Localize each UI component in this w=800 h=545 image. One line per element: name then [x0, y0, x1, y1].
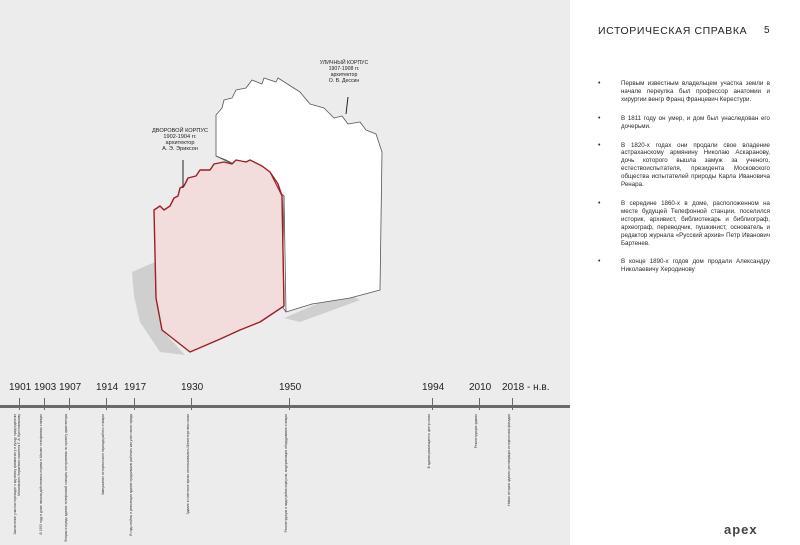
history-bullet-list [598, 80, 770, 284]
timeline-year: 1917 [124, 382, 147, 393]
bullet-text: В 1820-х годах они продали свое владение астраханскому армянину Николаю Аскаранову, дочь которого вышла замуж за ученого, естествоиспытателя, президента Московского общества испытателей природы Карла Ивановича Ренара. [621, 141, 770, 189]
page-title: ИСТОРИЧЕСКАЯ СПРАВКА [598, 25, 748, 37]
timeline-note-text: В 1903 году в доме начала действовать первая в Москве телефонная станция [39, 414, 43, 535]
timeline-note-text: В годы войны и революции здание продолжало работать как узел связи города [129, 414, 133, 536]
timeline-axis [0, 405, 570, 408]
timeline-year: 1903 [34, 382, 57, 393]
timeline-tick [19, 398, 20, 410]
timeline-note [14, 414, 23, 544]
street-building-label [304, 60, 384, 84]
timeline-tick [432, 398, 433, 410]
street-building-architect: О. В. Дессин [328, 78, 360, 84]
courtyard-building-years: 1902-1904 гг. [163, 134, 197, 140]
timeline-year: 1994 [422, 382, 445, 393]
courtyard-building [154, 160, 284, 352]
timeline-note [285, 414, 294, 544]
timeline-tick [289, 398, 290, 410]
timeline-note [130, 414, 139, 544]
timeline-tick [134, 398, 135, 410]
timeline-note-text: Здание в советское время использовалось Министерством связи [186, 414, 190, 515]
timeline-note [65, 414, 74, 544]
bullet-text: В середине 1860-х в доме, расположенном на месте будущей Телефонной станции, поселился историк, архивист, библиотекарь и библиограф, археограф, переводчик, пушкинист, основатель и редактор журнала «Русский архив» Петр Иванович Бартенев. [621, 199, 770, 247]
page-number: 5 [764, 25, 770, 36]
timeline-note-text: Реконструкция и надстройка корпусов, модернизация оборудования станции [284, 414, 288, 533]
courtyard-building-label [140, 128, 220, 152]
timeline-note-text: Вторая очередь здания телефонной станции, построенная по проекту архитектора [64, 414, 68, 542]
timeline-tick [44, 398, 45, 410]
courtyard-building-name: ДВОРОВОЙ КОРПУС [151, 128, 208, 134]
street-leader-line [346, 97, 348, 114]
timeline-note [187, 414, 196, 544]
bullet-item [598, 115, 770, 131]
timeline-note [475, 414, 484, 544]
bullet-item [598, 200, 770, 247]
timeline-note-text: В здании размещается центр связи [427, 414, 431, 469]
timeline-note-text: Заключение участка переходит к крупному финансисту и купцу, председателю Московского биржевого комитета Г. А. Крестовникову [13, 414, 21, 535]
timeline-year: 2018 - н.в. [502, 382, 550, 393]
bullet-text: В конце 1890-х годов дом продали Александру Николаевичу Херодинову [621, 258, 770, 274]
bullet-dot-icon: • [598, 80, 601, 87]
timeline-note [102, 414, 111, 544]
apex-logo: apex [724, 522, 758, 537]
timeline-tick [191, 398, 192, 410]
courtyard-building-role: архитектор [165, 140, 195, 146]
timeline-note [40, 414, 49, 544]
timeline-year: 1950 [279, 382, 302, 393]
street-building-name: УЛИЧНЫЙ КОРПУС [319, 60, 369, 66]
bullet-text: Первым известным владельцем участка земли в начале переулка был профессор анатомии и хирургии венгр Франц Францевич Керестури. [621, 80, 770, 103]
bullet-dot-icon: • [598, 258, 601, 266]
timeline-year: 1930 [181, 382, 204, 393]
bullet-item [598, 80, 770, 104]
street-building-role: архитектор [330, 72, 358, 78]
timeline-tick [479, 398, 480, 410]
street-building-years: 1907-1908 гг. [328, 66, 360, 72]
bullet-dot-icon: • [598, 141, 601, 149]
timeline-note-text: Завершение исторического периода работы станции [101, 414, 105, 496]
timeline-tick [106, 398, 107, 410]
timeline-note-text: Реконструкция здания [474, 414, 478, 449]
timeline-year: 1907 [59, 382, 82, 393]
bullet-text: В 1811 году он умер, и дом был унаследован его дочерьми. [621, 114, 770, 130]
timeline-year: 1914 [96, 382, 119, 393]
timeline-year: 1901 [9, 382, 32, 393]
timeline-year: 2010 [469, 382, 492, 393]
timeline-note [508, 414, 517, 544]
timeline-tick [512, 398, 513, 410]
courtyard-building-architect: А. Э. Эриксон [162, 146, 198, 152]
timeline-note-text: Новая история здания: реставрация исторических фасадов [507, 414, 511, 506]
timeline-note [428, 414, 437, 544]
bullet-item [598, 142, 770, 189]
bullet-dot-icon: • [598, 199, 601, 207]
bullet-dot-icon: • [598, 114, 601, 122]
bullet-item [598, 258, 770, 274]
timeline-tick [69, 398, 70, 410]
